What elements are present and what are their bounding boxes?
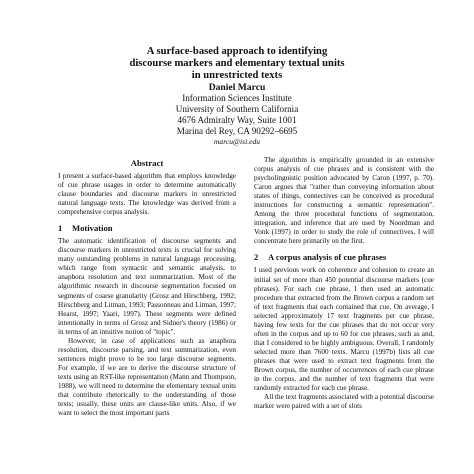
title-line: discourse markers and elementary textual units: [129, 58, 345, 69]
title-line: in unrestricted texts: [191, 70, 283, 81]
title-line: A surface-based approach to identifying: [146, 46, 328, 57]
section-heading: [254, 252, 434, 263]
body-paragraph: The automatic identification of discourse segments and discourse markers in unrestricted texts is crucial for solving many outstanding problems in natural language processing, which range from syntactic and semantic analysis, to anaphora resolution and text summarization. Most of the algorithmic research in discourse segmentation focused on segments of coarse granularity (Grosz and Hirschberg, 1992; Hirschberg and Litman, 1993; Passonneau and Litman, 1997; Hearst, 1997; Yaari, 1997). These segments were defined intentionally in terms of Grosz and Sidner's theory (1986) or in terms of an intuitive notion of "topic".: [58, 237, 236, 336]
paper-header: [0, 46, 474, 146]
author-email: marcu@isi.edu: [213, 137, 261, 146]
abstract-heading: Abstract: [130, 158, 164, 168]
author-name: Daniel Marcu: [208, 82, 266, 93]
affiliation-line: Information Sciences Institute: [182, 93, 292, 103]
affiliation-line: University of Southern California: [175, 104, 299, 114]
right-column: [254, 156, 434, 411]
affiliation-line: Marina del Rey, CA 90292–6695: [176, 126, 298, 136]
left-column: [58, 156, 236, 418]
author-affiliation: [0, 93, 474, 137]
section-title: Motivation: [72, 223, 113, 234]
abstract-text: I present a surface-based algorithm that employs knowledge of cue phrase usages in order to determine automatically clause boundaries and discourse markers in unrestricted natural language texts. The knowledge was derived from a comprehensive corpus analysis.: [58, 172, 236, 217]
body-paragraph: I used previous work on coherence and cohesion to create an initial set of more than 450 potential discourse markers (cue phrases). For each cue phrase, I then used an automatic procedure that extracted from the Brown corpus a random set of text fragments that each contained that cue. On average, I selected approximately 17 text fragments per cue phrase, having few texts for the cue phrases that do not occur very often in the corpus and up to 60 for cue phrases, such as and, that I considered to be highly ambiguous. Overall, I randomly selected more than 7600 texts. Marcu (1997b) lists all cue phrases that were used to extract text fragments from the Brown corpus, the number of occurrences of each cue phrase in the corpus, and the number of text fragments that were randomly extracted for each cue phrase.: [254, 266, 434, 393]
section-number: 1: [58, 223, 63, 234]
section-title: A corpus analysis of cue phrases: [268, 252, 387, 263]
section-number: 2: [254, 252, 259, 263]
body-paragraph: The algorithm is empirically grounded in an extensive corpus analysis of cue phrases and is consistent with the psycholinguistic position advocated by Caron (1997, p. 70). Caron argues that "rather than conveying information about states of things, connectives can be conceived as procedural instructions for constructing a semantic representation". Among the three procedural functions of segmentation, integration, and inference that are used by Noordman and Vonk (1997) in order to study the role of connectives, I will concentrate here primarily on the first.: [254, 156, 434, 246]
body-paragraph: However, in case of applications such as anaphora resolution, discourse parsing, and text summarization, even sentences might prove to be too large discourse segments. For example, if we are to derive the discourse structure of texts using an RST-like representation (Mann and Thompson, 1988), we will need to determine the elementary textual units that contribute rhetorically to the understanding of those texts; usually, these units are clause-like units. Also, if we want to select the most important parts: [58, 336, 236, 418]
paper-title: [0, 46, 474, 82]
affiliation-line: 4676 Admiralty Way, Suite 1001: [177, 115, 297, 125]
body-paragraph: All the text fragments associated with a potential discourse marker were paired with a set of slots: [254, 393, 434, 411]
section-heading: [58, 223, 236, 234]
